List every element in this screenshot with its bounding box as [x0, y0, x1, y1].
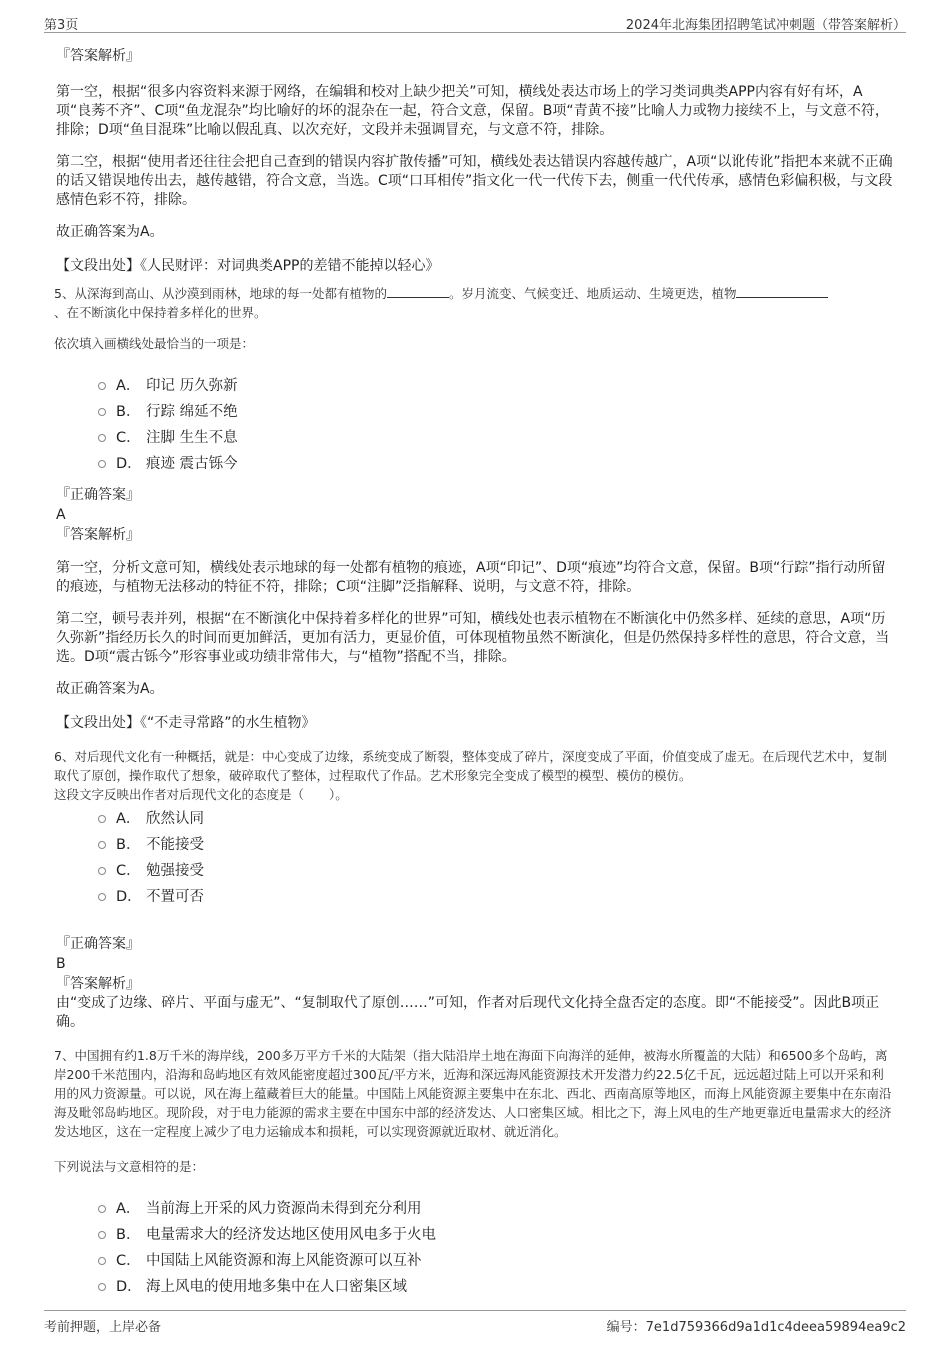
radio-icon[interactable] — [98, 382, 106, 390]
q4-analysis-para2: 第二空，根据“使用者还往往会把自己查到的错误内容扩散传播”可知，横线处表达错误内容越传越广，A项“以讹传讹”指把本来就不正确的话又错误地传出去，越传越错，符合文意，当选。C项“口耳相传”指文化一代一代传下去，侧重一代代传承，感情色彩偏积极，与文段感情色彩不符，排除。 — [56, 154, 893, 208]
page-header — [44, 12, 906, 33]
page-number: 第3页 — [44, 18, 79, 33]
radio-icon[interactable] — [98, 1231, 106, 1239]
radio-icon[interactable] — [98, 1205, 106, 1213]
q5-option-d[interactable]: D． 痕迹 震古铄今 — [56, 451, 896, 477]
q5-options — [56, 373, 896, 477]
q5-blank-1 — [387, 285, 449, 298]
q6-option-b[interactable]: B． 不能接受 — [56, 832, 896, 858]
q7-options — [56, 1196, 896, 1300]
q7-option-b[interactable]: B． 电量需求大的经济发达地区使用风电多于火电 — [56, 1222, 896, 1248]
q6-prompt: 这段文字反映出作者对后现代文化的态度是（ ）。 — [54, 787, 348, 802]
radio-icon[interactable] — [98, 1257, 106, 1265]
q6-option-d[interactable]: D． 不置可否 — [56, 884, 896, 910]
q5-answer: A — [56, 507, 66, 523]
q7-stem: 7、中国拥有约1.8万千米的海岸线，200多万平方千米的大陆架（指大陆沿岸土地在海面下向海洋的延伸，被海水所覆盖的大陆）和6500多个岛屿，离岸200千米范围内，沿海和岛屿地区有效风能密度超过300瓦/平方米，近海和深远海风能资源技术开发潜力约22.5亿千瓦，远远超过陆上可以开采和利用的风力资源量。可以说，风在海上蕴藏着巨大的能量。中国陆上风能资源主要集中在东北、西北、西南高原等地区，而海上风能资源主要集中在东南沿海及毗邻岛屿地区。现阶段，对于电力能源的需求主要在中国东中部的经济发达、人口密集区域。相比之下，海上风电的生产地更靠近电量需求大的经济发达地区，这在一定程度上减少了电力运输成本和损耗，可以实现资源就近取材、就近消化。 — [54, 1048, 892, 1139]
q5-option-c[interactable]: C． 注脚 生生不息 — [56, 425, 896, 451]
q4-analysis-para1: 第一空，根据“很多内容资料来源于网络，在编辑和校对上缺少把关”可知，横线处表达市场上的学习类词典类APP内容有好有坏，A项“良莠不齐”、C项“鱼龙混杂”均比喻好的坏的混杂在一起，符合文意，保留。B项“青黄不接”比喻人力或物力接续不上，与文意不符，排除；D项“鱼目混珠”比喻以假乱真、以次充好，文段并未强调冒充，与文意不符，排除。 — [56, 84, 889, 138]
q6-option-a[interactable]: A． 欣然认同 — [56, 806, 896, 832]
q7-option-a[interactable]: A． 当前海上开采的风力资源尚未得到充分利用 — [56, 1196, 896, 1222]
q5-prompt: 依次填入画横线处最恰当的一项是： — [54, 336, 255, 351]
q6-analysis-label: 『答案解析』 — [56, 976, 140, 992]
q5-option-b[interactable]: B． 行踪 绵延不绝 — [56, 399, 896, 425]
page-content — [56, 46, 896, 1300]
q6-answer-label: 『正确答案』 — [56, 936, 140, 952]
q5-blank-2 — [736, 285, 828, 298]
q5-analysis-para2: 第二空，顿号表并列，根据“在不断演化中保持着多样化的世界”可知，横线处也表示植物在不断演化中仍然多样、延续的意思，A项“历久弥新”指经历长久的时间而更加鲜活，更加有活力，更显价值，可体现植物虽然不断演化，但是仍然保持多样性的意思，符合文意，当选。D项“震古铄今”形容事业或功绩非常伟大，与“植物”搭配不当，排除。 — [56, 611, 890, 665]
radio-icon[interactable] — [98, 841, 106, 849]
footer-code: 编号：7e1d759366d9a1d1c4deea59894ea9c2 — [606, 1320, 906, 1335]
q6-option-c[interactable]: C． 勉强接受 — [56, 858, 896, 884]
q5-analysis-label: 『答案解析』 — [56, 527, 140, 543]
q5-answer-label: 『正确答案』 — [56, 487, 140, 503]
q5-source: 【文段出处】《“不走寻常路”的水生植物》 — [56, 715, 316, 731]
q6-options — [56, 806, 896, 910]
q4-analysis-label: 『答案解析』 — [56, 48, 140, 64]
radio-icon[interactable] — [98, 460, 106, 468]
page-footer — [44, 1310, 906, 1335]
q6-stem: 6、对后现代文化有一种概括，就是：中心变成了边缘，系统变成了断裂，整体变成了碎片，深度变成了平面，价值变成了虚无。在后现代艺术中，复制取代了原创，操作取代了想象，破碎取代了整体，过程取代了作品。艺术形象完全变成了模型的模型、模仿的模仿。 — [54, 749, 887, 783]
q7-option-c[interactable]: C． 中国陆上风能资源和海上风能资源可以互补 — [56, 1248, 896, 1274]
q6-answer: B — [56, 956, 66, 972]
q4-conclusion: 故正确答案为A。 — [56, 224, 164, 240]
q5-stem: 5、从深海到高山、从沙漠到雨林，地球的每一处都有植物的 。岁月流变、气候变迁、地质运动、生境更迭，植物 、在不断演化中保持着多样化的世界。 — [54, 284, 896, 322]
q7-prompt: 下列说法与文意相符的是： — [54, 1159, 205, 1174]
radio-icon[interactable] — [98, 1283, 106, 1291]
q6-analysis: 由“变成了边缘、碎片、平面与虚无”、“复制取代了原创……”可知，作者对后现代文化持全盘否定的态度。即“不能接受”。因此B项正确。 — [56, 995, 880, 1030]
radio-icon[interactable] — [98, 867, 106, 875]
document-title: 2024年北海集团招聘笔试冲刺题（带答案解析） — [625, 18, 906, 33]
q4-source: 【文段出处】《人民财评：对词典类APP的差错不能掉以轻心》 — [56, 258, 440, 274]
q5-analysis-para1: 第一空，分析文意可知，横线处表示地球的每一处都有植物的痕迹，A项“印记”、D项“痕迹”均符合文意，保留。B项“行踪”指行动所留的痕迹，与植物无法移动的特征不符，排除；C项“注脚”泛指解释、说明，与文意不符，排除。 — [56, 560, 886, 595]
q5-option-a[interactable]: A． 印记 历久弥新 — [56, 373, 896, 399]
q5-conclusion: 故正确答案为A。 — [56, 681, 164, 697]
q7-option-d[interactable]: D． 海上风电的使用地多集中在人口密集区域 — [56, 1274, 896, 1300]
footer-slogan: 考前押题，上岸必备 — [44, 1320, 162, 1335]
radio-icon[interactable] — [98, 408, 106, 416]
radio-icon[interactable] — [98, 815, 106, 823]
radio-icon[interactable] — [98, 434, 106, 442]
radio-icon[interactable] — [98, 893, 106, 901]
